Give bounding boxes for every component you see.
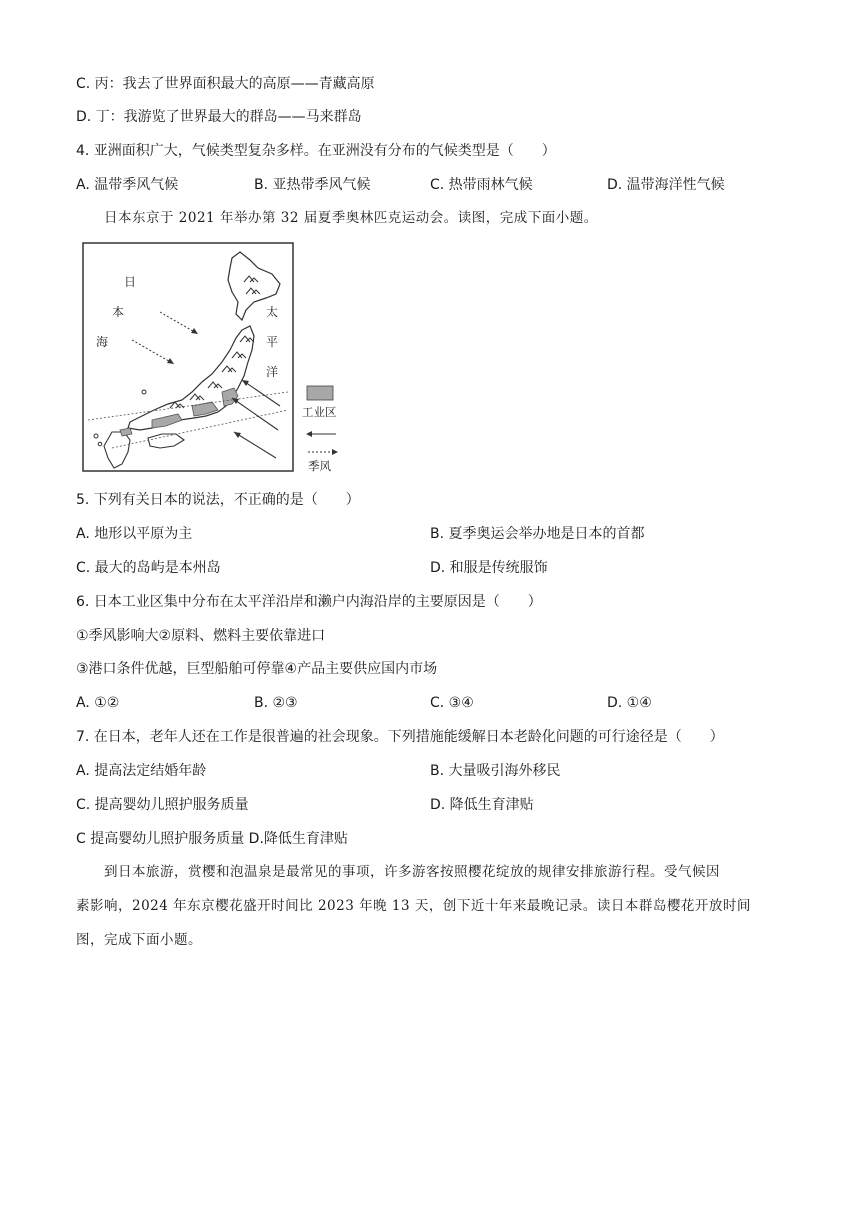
q6-option-d: D. ①④	[607, 695, 652, 711]
question-4: 4. 亚洲面积广大，气候类型复杂多样。在亚洲没有分布的气候类型是（ ）	[76, 143, 556, 159]
japan-map-figure	[82, 242, 346, 474]
q4-option-b: B. 亚热带季风气候	[254, 177, 371, 193]
label-pacific-3: 洋	[266, 365, 279, 379]
q3-option-c: C. 丙：我去了世界面积最大的高原——青藏高原	[76, 76, 375, 92]
label-pacific-1: 太	[266, 305, 279, 319]
japan-map	[82, 242, 346, 474]
legend-monsoon-label: 季风	[308, 459, 331, 473]
label-sea-of-japan-1: 日	[124, 275, 137, 289]
q6-option-b: B. ②③	[254, 695, 298, 711]
legend-industrial-label: 工业区	[302, 405, 337, 419]
question-7: 7. 在日本，老年人还在工作是很普遍的社会现象。下列措施能缓解日本老龄化问题的可行途径是（ ）	[76, 729, 724, 745]
q7-option-b: B. 大量吸引海外移民	[430, 763, 561, 779]
q5-option-c: C. 最大的岛屿是本州岛	[76, 560, 221, 576]
intro-olympics: 日本东京于 2021 年举办第 32 届夏季奥林匹克运动会。读图，完成下面小题。	[104, 210, 598, 226]
q5-option-b: B. 夏季奥运会举办地是日本的首都	[430, 526, 645, 542]
label-sea-of-japan-2: 本	[112, 305, 125, 319]
q5-option-a: A. 地形以平原为主	[76, 526, 193, 542]
q6-option-c: C. ③④	[430, 695, 474, 711]
q7-option-c: C. 提高婴幼儿照护服务质量	[76, 797, 249, 813]
q4-option-c: C. 热带雨林气候	[430, 177, 533, 193]
q6-option-a: A. ①②	[76, 695, 120, 711]
q3-option-d: D. 丁：我游览了世界最大的群岛——马来群岛	[76, 109, 362, 125]
intro-cherry-blossom-1: 到日本旅游，赏樱和泡温泉是最常见的事项，许多游客按照樱花绽放的规律安排旅游行程。受气候因	[104, 864, 720, 880]
label-sea-of-japan-3: 海	[96, 335, 109, 349]
legend-industrial-swatch	[307, 386, 333, 400]
q6-statements-1: ①季风影响大②原料、燃料主要依靠进口	[76, 628, 326, 644]
q5-option-d: D. 和服是传统服饰	[430, 560, 548, 576]
question-6: 6. 日本工业区集中分布在太平洋沿岸和濑户内海沿岸的主要原因是（ ）	[76, 594, 542, 610]
q4-option-d: D. 温带海洋性气候	[607, 177, 725, 193]
intro-cherry-blossom-3: 图，完成下面小题。	[76, 932, 202, 948]
duplicate-options-line: C 提高婴幼儿照护服务质量 D.降低生育津贴	[76, 831, 348, 847]
q7-option-a: A. 提高法定结婚年龄	[76, 763, 207, 779]
q6-statements-2: ③港口条件优越，巨型船舶可停靠④产品主要供应国内市场	[76, 661, 438, 677]
intro-cherry-blossom-2: 素影响，2024 年东京樱花盛开时间比 2023 年晚 13 天，创下近十年来最晚记录。读日本群岛樱花开放时间	[76, 898, 751, 914]
label-pacific-2: 平	[266, 335, 279, 349]
q4-option-a: A. 温带季风气候	[76, 177, 179, 193]
q7-option-d: D. 降低生育津贴	[430, 797, 534, 813]
question-5: 5. 下列有关日本的说法，不正确的是（ ）	[76, 492, 360, 508]
